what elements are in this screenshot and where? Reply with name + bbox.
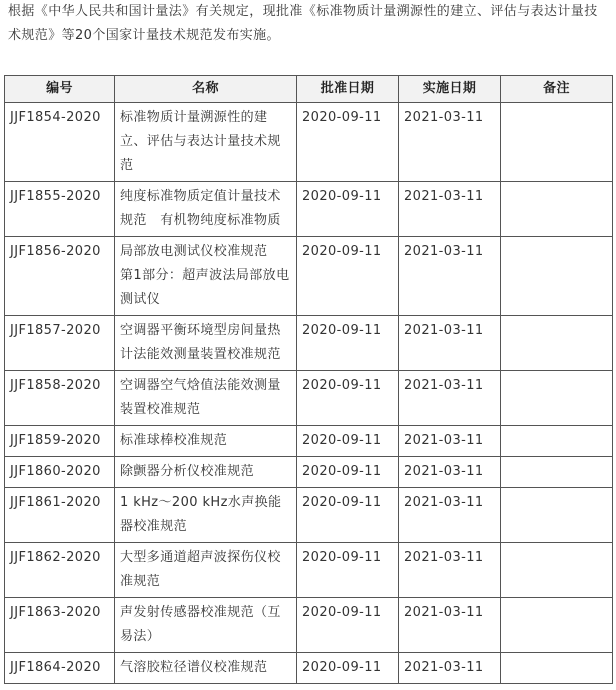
cell-effective-date: 2021-03-11 (399, 182, 501, 237)
cell-note (501, 426, 613, 457)
cell-approved-date: 2020-09-11 (297, 316, 399, 371)
header-effective-date: 实施日期 (399, 76, 501, 103)
table-row (5, 653, 613, 684)
cell-name: 声发射传感器校准规范（互易法） (115, 598, 297, 653)
cell-effective-date: 2021-03-11 (399, 543, 501, 598)
cell-name: 除颤器分析仪校准规范 (115, 457, 297, 488)
cell-name: 局部放电测试仪校准规范 第1部分：超声波法局部放电测试仪 (115, 237, 297, 316)
cell-name: 大型多通道超声波探伤仪校准规范 (115, 543, 297, 598)
cell-note (501, 103, 613, 182)
cell-approved-date: 2020-09-11 (297, 457, 399, 488)
table-row (5, 426, 613, 457)
cell-code: JJF1858-2020 (5, 371, 115, 426)
cell-name: 标准球棒校准规范 (115, 426, 297, 457)
standards-table-container (4, 75, 612, 684)
cell-effective-date: 2021-03-11 (399, 371, 501, 426)
table-row (5, 543, 613, 598)
cell-code: JJF1864-2020 (5, 653, 115, 684)
standards-table (4, 75, 613, 684)
cell-approved-date: 2020-09-11 (297, 237, 399, 316)
cell-name: 纯度标准物质定值计量技术规范 有机物纯度标准物质 (115, 182, 297, 237)
cell-approved-date: 2020-09-11 (297, 653, 399, 684)
cell-note (501, 488, 613, 543)
cell-name: 空调器平衡环境型房间量热计法能效测量装置校准规范 (115, 316, 297, 371)
cell-name: 空调器空气焓值法能效测量装置校准规范 (115, 371, 297, 426)
cell-effective-date: 2021-03-11 (399, 237, 501, 316)
cell-code: JJF1859-2020 (5, 426, 115, 457)
cell-effective-date: 2021-03-11 (399, 598, 501, 653)
table-row (5, 182, 613, 237)
cell-code: JJF1855-2020 (5, 182, 115, 237)
cell-name: 气溶胶粒径谱仪校准规范 (115, 653, 297, 684)
table-row (5, 371, 613, 426)
cell-note (501, 457, 613, 488)
cell-effective-date: 2021-03-11 (399, 316, 501, 371)
cell-approved-date: 2020-09-11 (297, 488, 399, 543)
cell-note (501, 598, 613, 653)
cell-approved-date: 2020-09-11 (297, 182, 399, 237)
cell-name: 标准物质计量溯源性的建立、评估与表达计量技术规范 (115, 103, 297, 182)
table-row (5, 488, 613, 543)
cell-code: JJF1861-2020 (5, 488, 115, 543)
table-header-row (5, 76, 613, 103)
table-row (5, 237, 613, 316)
cell-approved-date: 2020-09-11 (297, 371, 399, 426)
cell-effective-date: 2021-03-11 (399, 103, 501, 182)
header-note: 备注 (501, 76, 613, 103)
cell-note (501, 543, 613, 598)
intro-paragraph: 根据《中华人民共和国计量法》有关规定，现批准《标准物质计量溯源性的建立、评估与表达计量技术规范》等20个国家计量技术规范发布实施。 (8, 4, 598, 43)
cell-name: 1 kHz～200 kHz水声换能器校准规范 (115, 488, 297, 543)
table-row (5, 457, 613, 488)
table-row (5, 316, 613, 371)
cell-note (501, 371, 613, 426)
header-approved-date: 批准日期 (297, 76, 399, 103)
cell-note (501, 316, 613, 371)
table-row (5, 598, 613, 653)
cell-code: JJF1862-2020 (5, 543, 115, 598)
cell-effective-date: 2021-03-11 (399, 488, 501, 543)
cell-approved-date: 2020-09-11 (297, 598, 399, 653)
header-code: 编号 (5, 76, 115, 103)
cell-approved-date: 2020-09-11 (297, 426, 399, 457)
cell-note (501, 653, 613, 684)
cell-code: JJF1854-2020 (5, 103, 115, 182)
cell-code: JJF1857-2020 (5, 316, 115, 371)
cell-code: JJF1860-2020 (5, 457, 115, 488)
cell-note (501, 182, 613, 237)
cell-effective-date: 2021-03-11 (399, 426, 501, 457)
cell-effective-date: 2021-03-11 (399, 457, 501, 488)
cell-approved-date: 2020-09-11 (297, 543, 399, 598)
table-body (5, 103, 613, 684)
cell-code: JJF1863-2020 (5, 598, 115, 653)
cell-approved-date: 2020-09-11 (297, 103, 399, 182)
table-row (5, 103, 613, 182)
cell-effective-date: 2021-03-11 (399, 653, 501, 684)
cell-code: JJF1856-2020 (5, 237, 115, 316)
header-name: 名称 (115, 76, 297, 103)
cell-note (501, 237, 613, 316)
